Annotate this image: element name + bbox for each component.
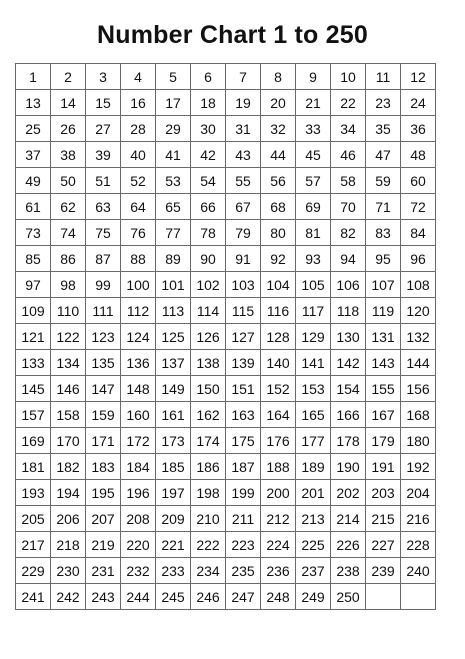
number-cell: 144 bbox=[401, 350, 436, 376]
number-cell: 85 bbox=[16, 246, 51, 272]
number-cell: 171 bbox=[86, 428, 121, 454]
number-cell: 36 bbox=[401, 116, 436, 142]
number-cell: 155 bbox=[366, 376, 401, 402]
number-cell: 34 bbox=[331, 116, 366, 142]
number-cell: 217 bbox=[16, 532, 51, 558]
number-cell: 8 bbox=[261, 64, 296, 90]
number-cell: 227 bbox=[366, 532, 401, 558]
number-cell: 238 bbox=[331, 558, 366, 584]
number-cell: 156 bbox=[401, 376, 436, 402]
number-cell: 75 bbox=[86, 220, 121, 246]
number-cell: 65 bbox=[156, 194, 191, 220]
number-cell: 46 bbox=[331, 142, 366, 168]
number-cell: 150 bbox=[191, 376, 226, 402]
number-cell: 1 bbox=[16, 64, 51, 90]
number-cell: 188 bbox=[261, 454, 296, 480]
number-cell: 50 bbox=[51, 168, 86, 194]
number-cell: 198 bbox=[191, 480, 226, 506]
number-cell: 14 bbox=[51, 90, 86, 116]
chart-row bbox=[16, 142, 436, 168]
number-cell: 64 bbox=[121, 194, 156, 220]
number-cell: 40 bbox=[121, 142, 156, 168]
number-cell: 54 bbox=[191, 168, 226, 194]
chart-row bbox=[16, 532, 436, 558]
number-cell: 96 bbox=[401, 246, 436, 272]
number-cell: 23 bbox=[366, 90, 401, 116]
number-cell: 173 bbox=[156, 428, 191, 454]
number-cell: 113 bbox=[156, 298, 191, 324]
number-cell: 222 bbox=[191, 532, 226, 558]
number-cell: 237 bbox=[296, 558, 331, 584]
number-cell: 99 bbox=[86, 272, 121, 298]
number-cell: 118 bbox=[331, 298, 366, 324]
number-cell: 134 bbox=[51, 350, 86, 376]
number-cell: 235 bbox=[226, 558, 261, 584]
number-cell: 105 bbox=[296, 272, 331, 298]
number-cell: 242 bbox=[51, 584, 86, 610]
number-cell: 130 bbox=[331, 324, 366, 350]
number-cell: 45 bbox=[296, 142, 331, 168]
number-cell: 250 bbox=[331, 584, 366, 610]
number-cell: 20 bbox=[261, 90, 296, 116]
number-cell: 216 bbox=[401, 506, 436, 532]
number-cell: 195 bbox=[86, 480, 121, 506]
number-cell: 121 bbox=[16, 324, 51, 350]
chart-row bbox=[16, 350, 436, 376]
number-cell: 163 bbox=[226, 402, 261, 428]
number-cell: 187 bbox=[226, 454, 261, 480]
chart-row bbox=[16, 246, 436, 272]
number-cell: 181 bbox=[16, 454, 51, 480]
chart-row bbox=[16, 90, 436, 116]
number-cell: 203 bbox=[366, 480, 401, 506]
number-cell: 160 bbox=[121, 402, 156, 428]
number-cell: 83 bbox=[366, 220, 401, 246]
number-cell: 17 bbox=[156, 90, 191, 116]
number-cell: 157 bbox=[16, 402, 51, 428]
chart-row bbox=[16, 194, 436, 220]
number-cell: 19 bbox=[226, 90, 261, 116]
number-cell: 71 bbox=[366, 194, 401, 220]
number-cell: 126 bbox=[191, 324, 226, 350]
number-cell: 37 bbox=[16, 142, 51, 168]
number-cell: 159 bbox=[86, 402, 121, 428]
number-cell: 161 bbox=[156, 402, 191, 428]
number-cell: 73 bbox=[16, 220, 51, 246]
number-cell: 174 bbox=[191, 428, 226, 454]
number-cell: 248 bbox=[261, 584, 296, 610]
number-cell: 132 bbox=[401, 324, 436, 350]
number-cell: 232 bbox=[121, 558, 156, 584]
number-cell: 103 bbox=[226, 272, 261, 298]
number-cell: 9 bbox=[296, 64, 331, 90]
number-cell: 72 bbox=[401, 194, 436, 220]
number-cell: 189 bbox=[296, 454, 331, 480]
number-cell: 59 bbox=[366, 168, 401, 194]
chart-row bbox=[16, 298, 436, 324]
number-cell: 60 bbox=[401, 168, 436, 194]
number-cell: 214 bbox=[331, 506, 366, 532]
number-cell: 131 bbox=[366, 324, 401, 350]
number-cell: 138 bbox=[191, 350, 226, 376]
number-cell: 123 bbox=[86, 324, 121, 350]
number-cell: 101 bbox=[156, 272, 191, 298]
number-cell: 149 bbox=[156, 376, 191, 402]
number-cell: 68 bbox=[261, 194, 296, 220]
number-cell: 98 bbox=[51, 272, 86, 298]
number-cell: 100 bbox=[121, 272, 156, 298]
number-cell: 81 bbox=[296, 220, 331, 246]
number-cell: 57 bbox=[296, 168, 331, 194]
chart-row bbox=[16, 324, 436, 350]
number-cell: 202 bbox=[331, 480, 366, 506]
number-cell: 194 bbox=[51, 480, 86, 506]
number-cell: 143 bbox=[366, 350, 401, 376]
number-cell: 51 bbox=[86, 168, 121, 194]
number-cell: 122 bbox=[51, 324, 86, 350]
number-cell: 179 bbox=[366, 428, 401, 454]
number-cell: 91 bbox=[226, 246, 261, 272]
number-cell: 127 bbox=[226, 324, 261, 350]
number-cell: 43 bbox=[226, 142, 261, 168]
number-cell: 82 bbox=[331, 220, 366, 246]
chart-row bbox=[16, 272, 436, 298]
number-cell: 168 bbox=[401, 402, 436, 428]
number-cell: 109 bbox=[16, 298, 51, 324]
number-cell: 236 bbox=[261, 558, 296, 584]
number-cell: 95 bbox=[366, 246, 401, 272]
number-cell: 39 bbox=[86, 142, 121, 168]
number-cell: 87 bbox=[86, 246, 121, 272]
number-cell: 148 bbox=[121, 376, 156, 402]
number-cell: 158 bbox=[51, 402, 86, 428]
number-cell: 79 bbox=[226, 220, 261, 246]
number-cell: 94 bbox=[331, 246, 366, 272]
number-cell: 209 bbox=[156, 506, 191, 532]
chart-row bbox=[16, 64, 436, 90]
number-cell: 7 bbox=[226, 64, 261, 90]
number-cell: 182 bbox=[51, 454, 86, 480]
number-cell: 240 bbox=[401, 558, 436, 584]
number-cell: 247 bbox=[226, 584, 261, 610]
empty-cell bbox=[366, 584, 401, 610]
number-cell: 136 bbox=[121, 350, 156, 376]
number-cell: 201 bbox=[296, 480, 331, 506]
number-cell: 25 bbox=[16, 116, 51, 142]
number-cell: 245 bbox=[156, 584, 191, 610]
number-cell: 107 bbox=[366, 272, 401, 298]
chart-row bbox=[16, 428, 436, 454]
number-cell: 90 bbox=[191, 246, 226, 272]
number-cell: 190 bbox=[331, 454, 366, 480]
chart-row bbox=[16, 402, 436, 428]
number-cell: 62 bbox=[51, 194, 86, 220]
number-cell: 200 bbox=[261, 480, 296, 506]
number-cell: 32 bbox=[261, 116, 296, 142]
number-cell: 230 bbox=[51, 558, 86, 584]
number-cell: 152 bbox=[261, 376, 296, 402]
page-title: Number Chart 1 to 250 bbox=[97, 21, 368, 49]
number-cell: 199 bbox=[226, 480, 261, 506]
number-cell: 33 bbox=[296, 116, 331, 142]
number-cell: 218 bbox=[51, 532, 86, 558]
number-cell: 226 bbox=[331, 532, 366, 558]
number-cell: 48 bbox=[401, 142, 436, 168]
empty-cell bbox=[401, 584, 436, 610]
number-cell: 92 bbox=[261, 246, 296, 272]
number-cell: 176 bbox=[261, 428, 296, 454]
number-cell: 223 bbox=[226, 532, 261, 558]
chart-row bbox=[16, 558, 436, 584]
chart-row bbox=[16, 584, 436, 610]
number-cell: 162 bbox=[191, 402, 226, 428]
number-chart-body bbox=[16, 64, 436, 610]
number-cell: 213 bbox=[296, 506, 331, 532]
number-cell: 104 bbox=[261, 272, 296, 298]
number-cell: 27 bbox=[86, 116, 121, 142]
number-cell: 6 bbox=[191, 64, 226, 90]
number-cell: 30 bbox=[191, 116, 226, 142]
number-cell: 129 bbox=[296, 324, 331, 350]
number-cell: 241 bbox=[16, 584, 51, 610]
number-cell: 117 bbox=[296, 298, 331, 324]
number-cell: 151 bbox=[226, 376, 261, 402]
number-cell: 61 bbox=[16, 194, 51, 220]
number-cell: 175 bbox=[226, 428, 261, 454]
number-cell: 66 bbox=[191, 194, 226, 220]
number-chart-grid bbox=[15, 63, 436, 610]
number-cell: 35 bbox=[366, 116, 401, 142]
number-cell: 88 bbox=[121, 246, 156, 272]
number-cell: 169 bbox=[16, 428, 51, 454]
number-cell: 70 bbox=[331, 194, 366, 220]
number-cell: 116 bbox=[261, 298, 296, 324]
number-cell: 53 bbox=[156, 168, 191, 194]
number-cell: 97 bbox=[16, 272, 51, 298]
number-cell: 38 bbox=[51, 142, 86, 168]
chart-row bbox=[16, 116, 436, 142]
number-cell: 41 bbox=[156, 142, 191, 168]
number-cell: 228 bbox=[401, 532, 436, 558]
number-cell: 47 bbox=[366, 142, 401, 168]
number-cell: 3 bbox=[86, 64, 121, 90]
number-cell: 106 bbox=[331, 272, 366, 298]
chart-row bbox=[16, 168, 436, 194]
number-cell: 12 bbox=[401, 64, 436, 90]
number-cell: 2 bbox=[51, 64, 86, 90]
number-cell: 243 bbox=[86, 584, 121, 610]
number-cell: 10 bbox=[331, 64, 366, 90]
number-cell: 133 bbox=[16, 350, 51, 376]
number-cell: 42 bbox=[191, 142, 226, 168]
number-cell: 86 bbox=[51, 246, 86, 272]
number-cell: 67 bbox=[226, 194, 261, 220]
number-cell: 114 bbox=[191, 298, 226, 324]
number-cell: 185 bbox=[156, 454, 191, 480]
number-cell: 135 bbox=[86, 350, 121, 376]
number-cell: 29 bbox=[156, 116, 191, 142]
number-cell: 165 bbox=[296, 402, 331, 428]
number-cell: 229 bbox=[16, 558, 51, 584]
chart-row bbox=[16, 376, 436, 402]
number-cell: 112 bbox=[121, 298, 156, 324]
number-cell: 22 bbox=[331, 90, 366, 116]
number-cell: 244 bbox=[121, 584, 156, 610]
number-cell: 44 bbox=[261, 142, 296, 168]
number-cell: 196 bbox=[121, 480, 156, 506]
number-cell: 206 bbox=[51, 506, 86, 532]
number-cell: 191 bbox=[366, 454, 401, 480]
number-cell: 102 bbox=[191, 272, 226, 298]
number-cell: 63 bbox=[86, 194, 121, 220]
number-cell: 210 bbox=[191, 506, 226, 532]
number-cell: 58 bbox=[331, 168, 366, 194]
chart-row bbox=[16, 480, 436, 506]
chart-row bbox=[16, 506, 436, 532]
number-cell: 108 bbox=[401, 272, 436, 298]
number-cell: 211 bbox=[226, 506, 261, 532]
number-cell: 233 bbox=[156, 558, 191, 584]
number-cell: 52 bbox=[121, 168, 156, 194]
number-cell: 55 bbox=[226, 168, 261, 194]
number-cell: 93 bbox=[296, 246, 331, 272]
number-cell: 167 bbox=[366, 402, 401, 428]
number-cell: 15 bbox=[86, 90, 121, 116]
number-cell: 5 bbox=[156, 64, 191, 90]
number-cell: 139 bbox=[226, 350, 261, 376]
number-cell: 249 bbox=[296, 584, 331, 610]
number-cell: 128 bbox=[261, 324, 296, 350]
number-cell: 205 bbox=[16, 506, 51, 532]
number-cell: 24 bbox=[401, 90, 436, 116]
number-cell: 193 bbox=[16, 480, 51, 506]
number-cell: 26 bbox=[51, 116, 86, 142]
number-cell: 153 bbox=[296, 376, 331, 402]
number-cell: 177 bbox=[296, 428, 331, 454]
number-cell: 11 bbox=[366, 64, 401, 90]
number-cell: 192 bbox=[401, 454, 436, 480]
number-cell: 124 bbox=[121, 324, 156, 350]
number-cell: 224 bbox=[261, 532, 296, 558]
number-cell: 166 bbox=[331, 402, 366, 428]
number-cell: 186 bbox=[191, 454, 226, 480]
number-cell: 178 bbox=[331, 428, 366, 454]
number-cell: 49 bbox=[16, 168, 51, 194]
number-cell: 18 bbox=[191, 90, 226, 116]
number-cell: 141 bbox=[296, 350, 331, 376]
number-cell: 207 bbox=[86, 506, 121, 532]
chart-row bbox=[16, 220, 436, 246]
number-cell: 80 bbox=[261, 220, 296, 246]
number-cell: 16 bbox=[121, 90, 156, 116]
number-cell: 111 bbox=[86, 298, 121, 324]
number-cell: 76 bbox=[121, 220, 156, 246]
number-cell: 180 bbox=[401, 428, 436, 454]
number-cell: 219 bbox=[86, 532, 121, 558]
number-cell: 28 bbox=[121, 116, 156, 142]
number-cell: 21 bbox=[296, 90, 331, 116]
chart-row bbox=[16, 454, 436, 480]
number-cell: 77 bbox=[156, 220, 191, 246]
number-cell: 246 bbox=[191, 584, 226, 610]
number-cell: 4 bbox=[121, 64, 156, 90]
number-cell: 89 bbox=[156, 246, 191, 272]
number-cell: 184 bbox=[121, 454, 156, 480]
number-cell: 204 bbox=[401, 480, 436, 506]
number-cell: 164 bbox=[261, 402, 296, 428]
number-cell: 84 bbox=[401, 220, 436, 246]
number-cell: 154 bbox=[331, 376, 366, 402]
number-cell: 142 bbox=[331, 350, 366, 376]
number-cell: 137 bbox=[156, 350, 191, 376]
number-cell: 110 bbox=[51, 298, 86, 324]
number-cell: 183 bbox=[86, 454, 121, 480]
number-cell: 115 bbox=[226, 298, 261, 324]
number-cell: 120 bbox=[401, 298, 436, 324]
number-cell: 78 bbox=[191, 220, 226, 246]
number-cell: 69 bbox=[296, 194, 331, 220]
number-cell: 74 bbox=[51, 220, 86, 246]
number-cell: 215 bbox=[366, 506, 401, 532]
number-cell: 225 bbox=[296, 532, 331, 558]
number-cell: 221 bbox=[156, 532, 191, 558]
number-cell: 140 bbox=[261, 350, 296, 376]
number-cell: 212 bbox=[261, 506, 296, 532]
number-cell: 147 bbox=[86, 376, 121, 402]
number-cell: 234 bbox=[191, 558, 226, 584]
number-cell: 145 bbox=[16, 376, 51, 402]
number-cell: 208 bbox=[121, 506, 156, 532]
number-cell: 220 bbox=[121, 532, 156, 558]
number-cell: 31 bbox=[226, 116, 261, 142]
number-cell: 170 bbox=[51, 428, 86, 454]
number-cell: 119 bbox=[366, 298, 401, 324]
number-cell: 231 bbox=[86, 558, 121, 584]
number-cell: 56 bbox=[261, 168, 296, 194]
number-cell: 239 bbox=[366, 558, 401, 584]
number-cell: 172 bbox=[121, 428, 156, 454]
number-cell: 13 bbox=[16, 90, 51, 116]
number-cell: 146 bbox=[51, 376, 86, 402]
number-cell: 125 bbox=[156, 324, 191, 350]
number-cell: 197 bbox=[156, 480, 191, 506]
